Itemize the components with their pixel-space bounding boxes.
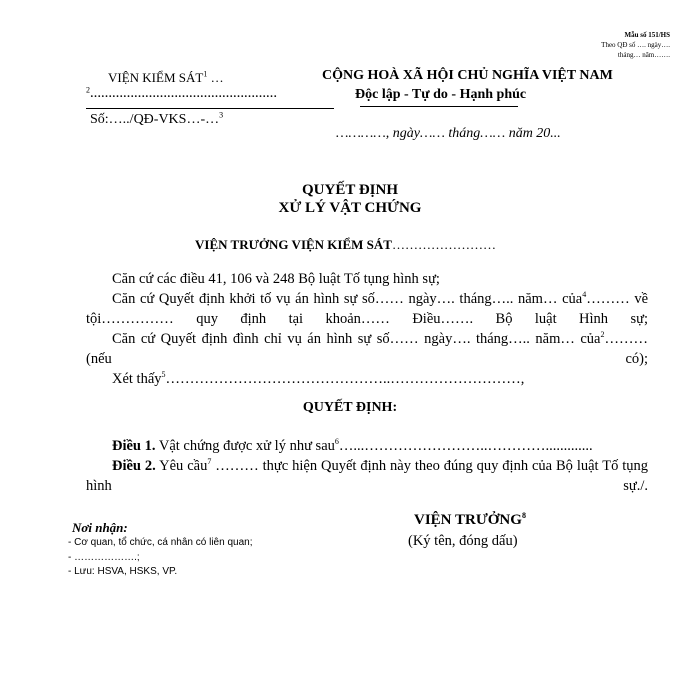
recipient-item: - Cơ quan, tổ chức, cá nhân có liên quan; bbox=[68, 537, 253, 548]
basis-4-text-b: ………………………………………..………………………, bbox=[165, 371, 525, 387]
document-subtitle: XỬ LÝ VẬT CHỨNG bbox=[278, 200, 422, 216]
footnote-5: 5 bbox=[161, 370, 166, 380]
basis-3 bbox=[86, 329, 648, 369]
signature-note: (Ký tên, đóng dấu) bbox=[408, 533, 518, 549]
national-motto: Độc lập - Tự do - Hạnh phúc bbox=[355, 87, 527, 102]
footnote-4: 4 bbox=[582, 290, 587, 300]
footnote-6: 6 bbox=[334, 437, 339, 447]
sub-agency-line bbox=[86, 85, 277, 100]
document-number bbox=[90, 112, 223, 128]
basis-2-text-b: ……… về tội…………… quy định tại khoản…… Điều……. Bộ luật Hình sự; bbox=[86, 291, 649, 327]
basis-3-text-b: ……… (nếu có); bbox=[86, 331, 648, 367]
article-2-text-a: Yêu cầu bbox=[155, 458, 208, 474]
issuer-line bbox=[195, 237, 496, 253]
basis-4-text-a: Xét thấy bbox=[112, 371, 162, 387]
form-code bbox=[560, 30, 670, 60]
basis-1: Căn cứ các điều 41, 106 và 248 Bộ luật Tố tụng hình sự; bbox=[112, 271, 440, 287]
footnote-7: 7 bbox=[207, 457, 212, 467]
form-code-date: tháng… năm……. bbox=[617, 51, 670, 59]
agency-name bbox=[108, 70, 224, 86]
article-2 bbox=[86, 456, 648, 496]
article-1 bbox=[86, 436, 648, 456]
article-1-label: Điều 1. bbox=[112, 438, 156, 454]
form-code-number: Mẫu số 151/HS bbox=[624, 31, 670, 39]
header-right-rule bbox=[360, 106, 518, 107]
footnote-2-ref: 2 bbox=[600, 330, 605, 340]
agency-dots: … bbox=[207, 70, 224, 85]
issuer-dots: …………………… bbox=[391, 237, 496, 252]
header-left-rule bbox=[86, 108, 334, 109]
article-2-label: Điều 2. bbox=[112, 458, 156, 474]
document-title: QUYẾT ĐỊNH bbox=[302, 182, 398, 198]
footnote-3: 3 bbox=[219, 110, 224, 120]
sub-agency-dots: …………………………………………… bbox=[90, 88, 277, 100]
document-number-text: Số:…../QĐ-VKS…-… bbox=[90, 112, 220, 127]
article-2-text-b: ……… thực hiện Quyết định này theo đúng quy định của Bộ luật Tố tụng hình sự./. bbox=[86, 458, 649, 494]
basis-2 bbox=[86, 289, 648, 329]
issuer-label: VIỆN TRƯỞNG VIỆN KIỂM SÁT bbox=[195, 237, 392, 252]
signature-title-text: VIỆN TRƯỞNG bbox=[414, 512, 522, 528]
basis-4 bbox=[86, 369, 648, 389]
article-1-dots: …...……………………..…………............. bbox=[338, 438, 593, 454]
basis-2-text-a: Căn cứ Quyết định khởi tố vụ án hình sự số…… ngày…. tháng….. năm… của bbox=[112, 291, 583, 307]
recipients-title: Nơi nhận: bbox=[72, 520, 128, 535]
form-code-decision: Theo QĐ số …. ngày…. bbox=[601, 41, 670, 49]
decision-heading: QUYẾT ĐỊNH: bbox=[302, 400, 398, 415]
footnote-1: 1 bbox=[203, 69, 208, 79]
footnote-2: 2 bbox=[86, 85, 90, 95]
basis-3-text-a: Căn cứ Quyết định đình chỉ vụ án hình sự số…… ngày…. tháng….. năm… của bbox=[112, 331, 601, 347]
recipient-item: - ……………….; bbox=[68, 552, 140, 563]
article-1-text: Vật chứng được xử lý như sau bbox=[155, 438, 335, 454]
signature-title bbox=[414, 512, 526, 529]
recipient-item: - Lưu: HSVA, HSKS, VP. bbox=[68, 566, 178, 577]
agency-label: VIỆN KIỂM SÁT bbox=[108, 70, 204, 85]
footnote-8: 8 bbox=[521, 511, 526, 520]
date-line: …………, ngày…… tháng…… năm 20... bbox=[336, 126, 561, 141]
national-title: CỘNG HOÀ XÃ HỘI CHỦ NGHĨA VIỆT NAM bbox=[322, 68, 613, 83]
